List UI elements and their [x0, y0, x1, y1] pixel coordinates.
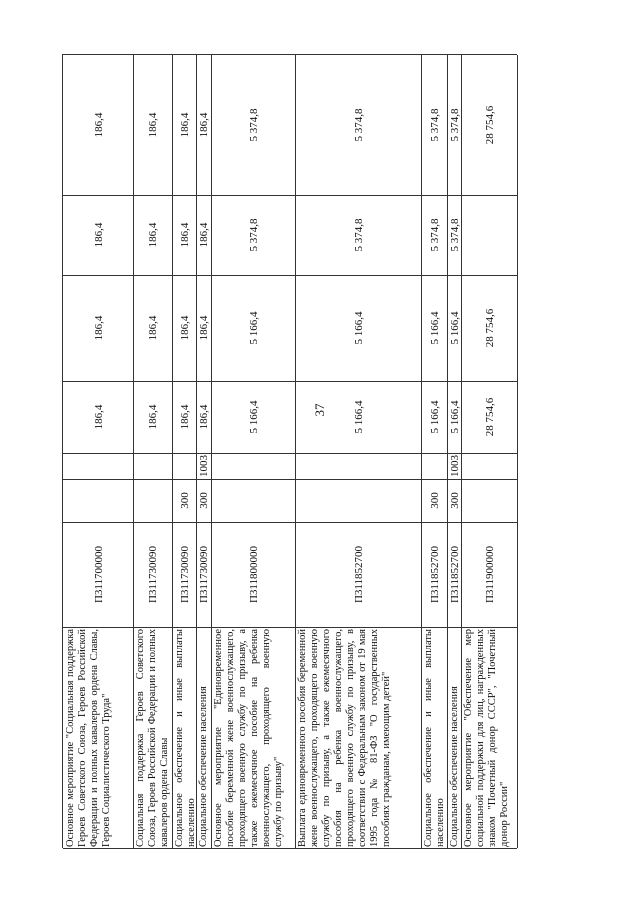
- cell-v2: 5 166,4: [428, 311, 441, 345]
- table-border-right: [517, 55, 518, 848]
- cell-code: П311730090: [198, 545, 210, 604]
- cell-v4: 186,4: [92, 112, 105, 138]
- cell-v3: 186,4: [92, 222, 105, 248]
- cell-v1: 5 166,4: [352, 400, 365, 434]
- cell-v2: 186,4: [147, 315, 159, 341]
- cell-rz: 1003: [448, 455, 461, 477]
- cell-v2: 5 166,4: [448, 311, 461, 345]
- cell-name: Основное мероприятие "Единовременное пособие беременной жене военнослужащего, проходящего военную службу по призыву, а также ежемесячное пособие на ребенка военнослужащего, проходящего военную службу по призыву": [213, 629, 284, 847]
- cell-vr: 300: [428, 492, 441, 509]
- cell-v3: 5 374,8: [428, 218, 441, 252]
- cell-v1: 186,4: [178, 404, 191, 430]
- cell-code: П311852700: [428, 545, 441, 604]
- cell-v3: 5 374,8: [448, 218, 461, 252]
- cell-code: П311900000: [484, 545, 496, 604]
- cell-v4: 5 374,8: [247, 108, 260, 142]
- cell-v2: 5 166,4: [247, 311, 260, 345]
- cell-v3: 186,4: [178, 222, 191, 248]
- cell-v2: 5 166,4: [352, 311, 365, 345]
- table-border-bottom: [63, 848, 517, 849]
- cell-v3: 186,4: [147, 222, 159, 248]
- cell-v1: 186,4: [198, 404, 210, 430]
- cell-v4: 5 374,8: [448, 108, 461, 142]
- row-separator: [172, 55, 173, 848]
- cell-name: Основное мероприятие "Обеспечение мер социальной поддержки для лиц, награжденных знаком "Почетный донор СССР", "Почетный донор России": [463, 629, 510, 847]
- cell-name: Основное мероприятие "Социальная поддержка Героев Советского Союза, Героев Российской Федерации и полных кавалеров ордена Славы, Героев Социалистического Труда": [65, 629, 112, 847]
- cell-name: Выплата единовременного пособия беременной жене военнослужащего, проходящего военную службу по призыву, а также ежемесячного пособия на ребенка военнослужащего, проходящего военную службу по призыву, в соответствии с Федеральным законом от 19 мая 1995 года № 81-ФЗ "О государственных пособиях гражданам, имеющим детей": [297, 629, 392, 847]
- row-separator: [295, 55, 296, 848]
- cell-v1: 5 166,4: [247, 400, 260, 434]
- cell-name: Социальное обеспечение и иные выплаты населению: [174, 629, 197, 847]
- cell-v1: 186,4: [147, 404, 159, 430]
- column-separator: [63, 522, 517, 523]
- row-separator: [211, 55, 212, 848]
- cell-name: Социальное обеспечение населения: [198, 686, 209, 847]
- row-separator: [133, 55, 134, 848]
- cell-v2: 28 754,6: [484, 308, 496, 348]
- cell-v4: 186,4: [147, 112, 159, 138]
- column-separator: [63, 381, 517, 382]
- cell-v3: 5 374,8: [352, 218, 365, 252]
- cell-v4: 5 374,8: [428, 108, 441, 142]
- cell-vr: 300: [448, 492, 461, 509]
- column-separator: [63, 479, 517, 480]
- column-separator: [63, 195, 517, 196]
- cell-code: П311730090: [178, 545, 191, 604]
- column-separator: [63, 275, 517, 276]
- column-separator: [63, 453, 517, 454]
- cell-v2: 186,4: [178, 315, 191, 341]
- cell-v1: 5 166,4: [448, 400, 461, 434]
- cell-code: П311700000: [92, 545, 105, 604]
- cell-name: Социальное обеспечение и иные выплаты населению: [423, 629, 446, 847]
- cell-code: П311800000: [247, 545, 260, 604]
- column-separator: [63, 627, 517, 628]
- cell-name: Социальное обеспечение населения: [449, 686, 460, 847]
- cell-code: П311852700: [448, 545, 461, 604]
- cell-code: П311730090: [147, 545, 159, 604]
- cell-v2: 186,4: [92, 315, 105, 341]
- cell-v4: 186,4: [198, 112, 210, 138]
- cell-v1: 28 754,6: [484, 397, 496, 437]
- cell-vr: 300: [178, 492, 191, 509]
- row-separator: [461, 55, 462, 848]
- row-separator: [421, 55, 422, 848]
- budget-table: [62, 54, 517, 848]
- cell-code: П311852700: [352, 545, 365, 604]
- cell-vr: 300: [198, 492, 210, 509]
- page-number: 37: [312, 403, 327, 417]
- cell-v4: 5 374,8: [352, 108, 365, 142]
- cell-rz: 1003: [198, 455, 210, 477]
- cell-v4: 28 754,6: [484, 105, 496, 145]
- cell-v1: 186,4: [92, 404, 105, 430]
- cell-v1: 5 166,4: [428, 400, 441, 434]
- cell-v4: 186,4: [178, 112, 191, 138]
- cell-v3: 5 374,8: [247, 218, 260, 252]
- cell-name: Социальная поддержка Героев Советского Союза, Героев Российской Федерации и полных кавалеров ордена Славы: [135, 629, 170, 847]
- cell-v2: 186,4: [198, 315, 210, 341]
- cell-v3: 186,4: [198, 222, 210, 248]
